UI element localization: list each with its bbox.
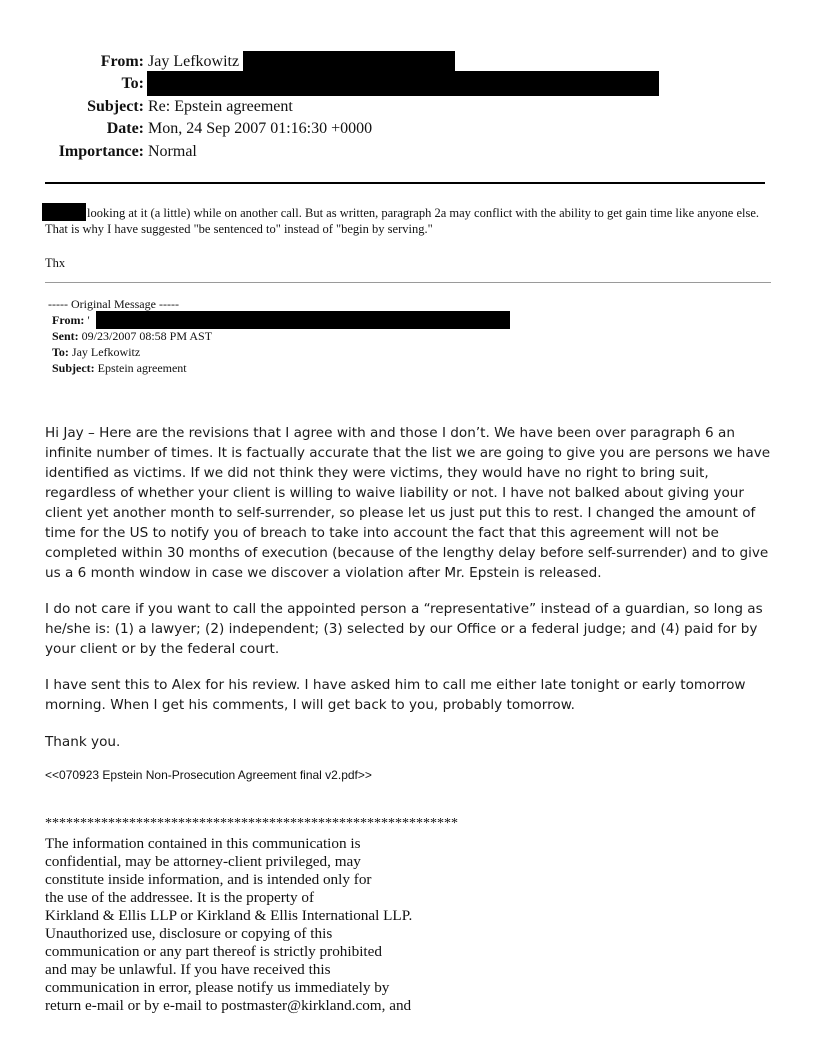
from-value: Jay Lefkowitz xyxy=(148,53,240,70)
reply-divider xyxy=(45,282,771,283)
redaction-original-from xyxy=(96,311,510,329)
reply-body: looking at it (a little) while on another call. But as written, paragraph 2a may conflict with the ability to get gain time like anyone else. That is why I have suggested "be sentenced to" instead of "begin by serving." xyxy=(45,206,760,236)
original-to-label: To: xyxy=(52,345,69,359)
original-subject-row xyxy=(52,361,187,376)
original-sent-row xyxy=(52,329,212,344)
header-divider xyxy=(45,182,765,184)
disclaimer-separator: *********************************************************** xyxy=(45,816,458,831)
confidentiality-disclaimer: The information contained in this communication is confidential, may be attorney-client privileged, may constitute inside information, and is intended only for the use of the addressee. It is the property of Kirkland & Ellis LLP or Kirkland & Ellis International LLP. Unauthorized use, disclosure or copying of this communication or any part thereof is strictly prohibited and may be unlawful. If you have received this communication in error, please notify us immediately by return e-mail or by e-mail to postmaster@kirkland.com, and xyxy=(45,835,413,1014)
importance-label: Importance: xyxy=(58,143,144,160)
original-to-row xyxy=(52,345,140,360)
message-paragraph-1: Hi Jay – Here are the revisions that I agree with and those I don’t. We have been over paragraph 6 an infinite number of times. It is factually accurate that the list we are going to give you are persons we have identified as victims. If we did not think they were victims, they would have no right to bring suit, regardless of whether your client is willing to waive liability or not. I have not balked about giving your client yet another month to self-surrender, so please let us just put this to rest. I changed the amount of time for the US to notify you of breach to take into account the fact that this agreement will not be completed within 30 months of execution (because of the lengthy delay before self-surrender) and to give us a 6 month window in case we discover a violation after Mr. Epstein is released. xyxy=(45,425,771,581)
original-subject-value: Epstein agreement xyxy=(97,361,187,375)
attachment-link[interactable]: <<070923 Epstein Non-Prosecution Agreement final v2.pdf>> xyxy=(45,768,372,782)
date-value: Mon, 24 Sep 2007 01:16:30 +0000 xyxy=(148,120,373,137)
original-from-value: ' xyxy=(87,313,90,327)
original-from-row xyxy=(52,313,90,328)
original-subject-label: Subject: xyxy=(52,361,95,375)
date-label: Date: xyxy=(106,120,144,137)
redaction-from xyxy=(243,51,455,71)
to-label: To: xyxy=(121,75,144,92)
original-to-value: Jay Lefkowitz xyxy=(71,345,141,359)
original-sent-value: 09/23/2007 08:58 PM AST xyxy=(81,329,213,343)
original-sent-label: Sent: xyxy=(52,329,79,343)
reply-signoff: Thx xyxy=(45,256,66,270)
redaction-to xyxy=(147,71,659,96)
subject-label: Subject: xyxy=(87,98,144,115)
subject-value: Re: Epstein agreement xyxy=(148,98,293,115)
from-label: From: xyxy=(100,53,144,70)
message-paragraph-4: Thank you. xyxy=(45,734,121,750)
message-paragraph-3: I have sent this to Alex for his review. I have asked him to call me either late tonight or early tomorrow morning. When I get his comments, I will get back to you, probably tomorrow. xyxy=(45,677,746,713)
importance-value: Normal xyxy=(148,143,197,160)
original-from-label: From: xyxy=(52,313,85,327)
message-paragraph-2: I do not care if you want to call the appointed person a “representative” instead of a guardian, so long as he/she is: (1) a lawyer; (2) independent; (3) selected by our Office or a federal judge; and (4) paid for by your client or by the federal court. xyxy=(45,601,763,657)
original-message-divider: ----- Original Message ----- xyxy=(48,297,179,311)
